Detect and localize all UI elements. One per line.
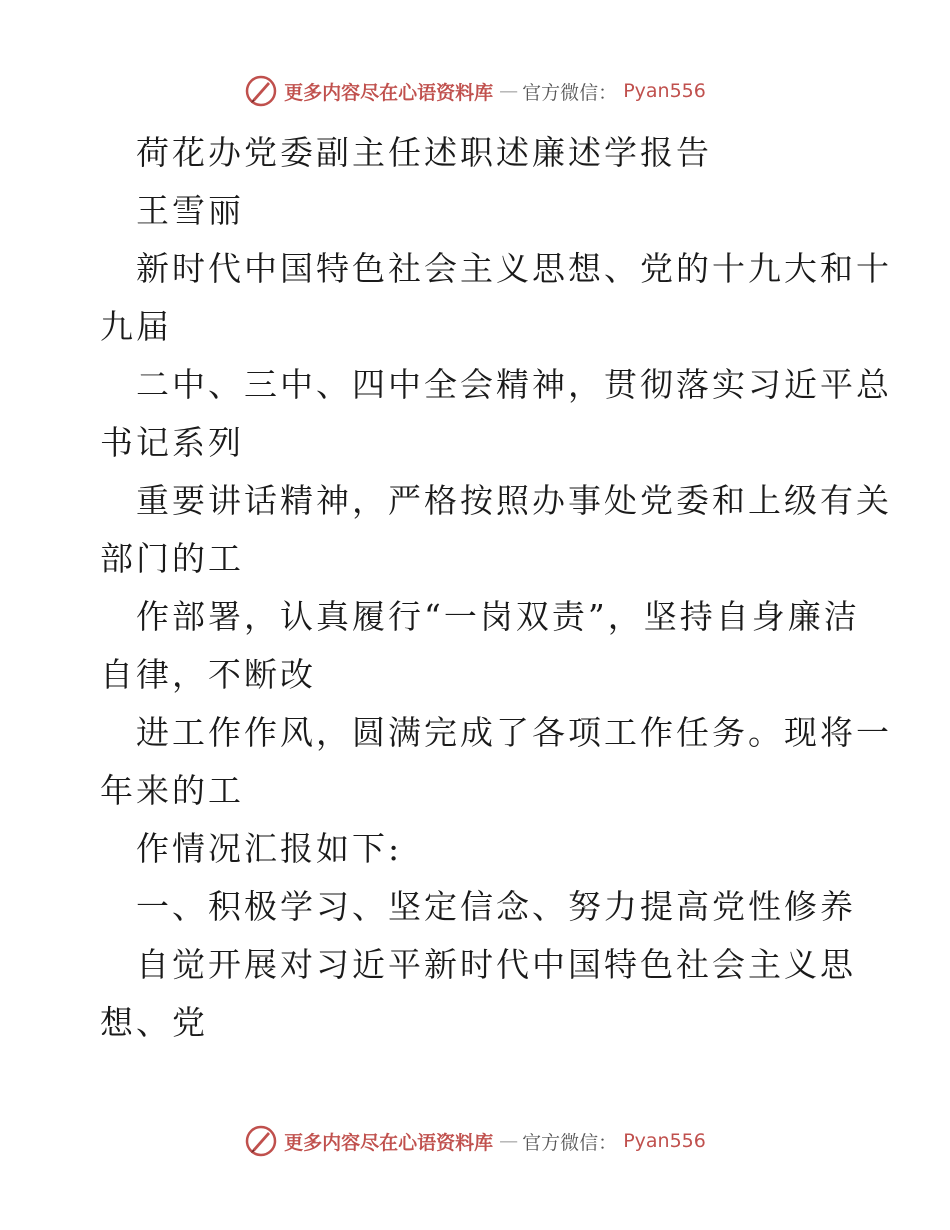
document-line: 书记系列 [100,423,244,462]
document-line: 部门的工 [100,539,244,578]
watermark-wechat-label: 官方微信： [522,1131,618,1154]
watermark-wechat-label: 官方微信： [522,81,618,104]
footer-watermark [0,1124,950,1158]
document-line: 九届 [100,307,172,346]
document-line: 年来的工 [100,771,244,810]
watermark-text: 更多内容尽在心语资料库 [284,1131,494,1154]
document-line: 二中、三中、四中全会精神，贯彻落实习近平总 [136,365,892,404]
watermark-dash: — [499,80,517,102]
document-line: 想、党 [100,1003,208,1042]
document-line: 新时代中国特色社会主义思想、党的十九大和十 [136,249,892,288]
document-line: 重要讲话精神，严格按照办事处党委和上级有关 [136,481,892,520]
document-line: 王雪丽 [136,191,244,230]
document-line: 一、积极学习、坚定信念、努力提高党性修养 [136,887,856,926]
document-line: 作部署，认真履行“一岗双责”，坚持自身廉洁 [136,597,860,636]
watermark-wechat-id: Pyan556 [623,80,706,102]
document-line: 自律，不断改 [100,655,316,694]
document-line: 进工作作风，圆满完成了各项工作任务。现将一 [136,713,892,752]
document-body [100,124,892,1052]
watermark-text: 更多内容尽在心语资料库 [284,81,494,104]
document-line: 自觉开展对习近平新时代中国特色社会主义思 [136,945,856,984]
document-line: 荷花办党委副主任述职述廉述学报告 [136,133,712,172]
document-line: 作情况汇报如下: [136,829,403,868]
quill-pen-logo-icon [244,74,278,108]
quill-pen-logo-icon [244,1124,278,1158]
watermark-dash: — [499,1130,517,1152]
header-watermark [0,74,950,108]
watermark-wechat-id: Pyan556 [623,1130,706,1152]
